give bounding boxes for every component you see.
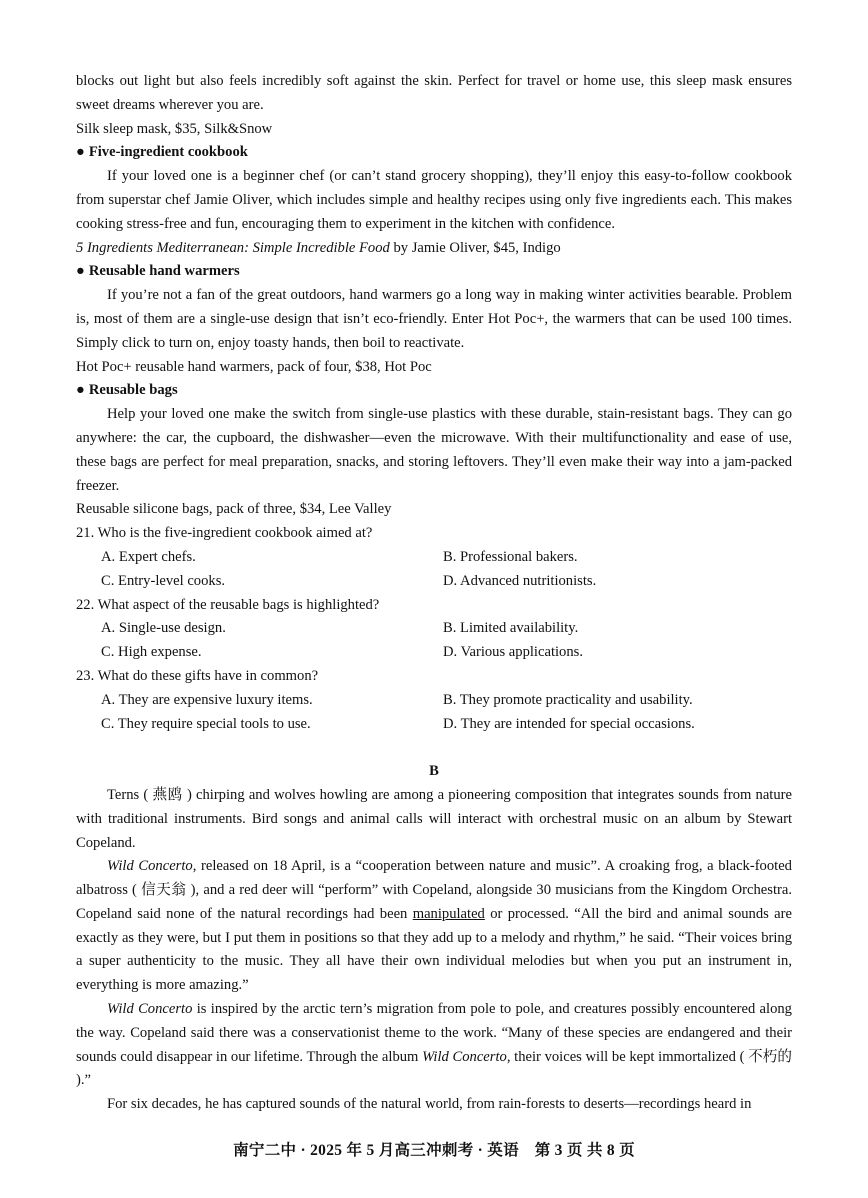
gift-body-hand-warmers: If you’re not a fan of the great outdoors, hand warmers go a long way in making winter activities bearable. Problem is, most of them are a single-use design that isn’t eco-friendly. Enter Hot Poc+, the warmers that can be used 100 times. Simply click to turn on, enjoy toasty hands, then boil to reactivate. xyxy=(76,287,792,351)
gift-body-cookbook: If your loved one is a beginner chef (or can’t stand grocery shopping), they’ll enjoy this easy-to-follow cookbook from superstar chef Jamie Oliver, which includes simple and healthy recipes using only five ingredients each. This makes cooking stress-free and fun, encouraging them to experiment in the kitchen with confidence. xyxy=(76,168,792,232)
gift-heading-cookbook: ● Five-ingredient cookbook xyxy=(76,144,248,161)
passage-b-paragraph-1: Terns ( 燕鸥 ) chirping and wolves howling are among a pioneering composition that integrates sounds from nature with traditional instruments. Bird songs and animal calls will interact with orchestral music on an album by Stewart Copeland. xyxy=(76,786,792,851)
gift-heading-hand-warmers: ● Reusable hand warmers xyxy=(76,263,240,280)
passage-b-paragraph-4: For six decades, he has captured sounds of the natural world, from rain-forests to deserts—recordings heard in xyxy=(107,1096,752,1113)
answer-option[interactable]: A. Single-use design. xyxy=(101,620,226,637)
album-title: Wild Concerto xyxy=(422,1048,507,1065)
gift-body-bags: Help your loved one make the switch from single-use plastics with these durable, stain-resistant bags. They can go anywhere: the car, the cupboard, the dishwasher—even the microwave. With their multifunctionality and ease of use, these bags are perfect for meal preparation, snacks, and storing leftovers. They’ll even make their way into a jam-packed freezer. xyxy=(76,406,792,494)
sleep-mask-product: Silk sleep mask, $35, Silk&Snow xyxy=(76,120,273,137)
passage-b-paragraph-3: Wild Concerto is inspired by the arctic tern’s migration from pole to pole, and creatures possibly encountered along the way. Copeland said there was a conservationist theme to the work. “Many of these species are endangered and their sounds could disappear in our lifetime. Through the album Wild Concerto, their voices will be kept immortalized ( 不朽的 ).” xyxy=(76,1001,792,1089)
bullet-icon: ● xyxy=(76,144,85,161)
answer-option[interactable]: B. Professional bakers. xyxy=(443,548,578,565)
album-title: Wild Concerto xyxy=(107,858,193,875)
bullet-icon: ● xyxy=(76,382,85,399)
question-stem: 22. What aspect of the reusable bags is highlighted? xyxy=(76,596,380,613)
answer-option[interactable]: B. They promote practicality and usability. xyxy=(443,691,693,708)
exam-page xyxy=(76,70,792,1117)
section-heading-b: B xyxy=(429,763,439,780)
answer-option[interactable]: D. They are intended for special occasions. xyxy=(443,715,695,732)
sleep-mask-description: blocks out light but also feels incredibly soft against the skin. Perfect for travel or home use, this sleep mask ensures sweet dreams wherever you are. xyxy=(76,73,792,113)
answer-option[interactable]: A. They are expensive luxury items. xyxy=(101,691,313,708)
underlined-word: manipulated xyxy=(412,905,485,922)
question-stem: 21. Who is the five-ingredient cookbook aimed at? xyxy=(76,525,373,542)
gift-product-bags: Reusable silicone bags, pack of three, $34, Lee Valley xyxy=(76,501,392,518)
answer-option[interactable]: D. Advanced nutritionists. xyxy=(443,572,597,589)
answer-option[interactable]: C. They require special tools to use. xyxy=(101,715,311,732)
answer-option[interactable]: D. Various applications. xyxy=(443,644,583,661)
passage-b-paragraph-2: Wild Concerto, released on 18 April, is a “cooperation between nature and music”. A croaking frog, a black-footed albatross ( 信天翁 ), and a red deer will “perform” with Copeland, alongside 30 musicians from the Kingdom Orchestra. Copeland said none of the natural recordings had been manipulated or processed. “All the bird and animal sounds are exactly as they were, but I put them in positions so that they add up to a melody and rhythm,” he said. “Their voices bring a super authenticity to the music. They all have their own individual melodies but when you put an instrument in, everything is more amazing.” xyxy=(76,858,792,994)
gift-product-cookbook: 5 Ingredients Mediterranean: Simple Incredible Food by Jamie Oliver, $45, Indigo xyxy=(76,239,561,256)
question-stem: 23. What do these gifts have in common? xyxy=(76,667,319,684)
gift-heading-bags: ● Reusable bags xyxy=(76,382,178,399)
bullet-icon: ● xyxy=(76,263,85,280)
answer-option[interactable]: B. Limited availability. xyxy=(443,620,579,637)
album-title: Wild Concerto xyxy=(107,1001,193,1018)
question-23 xyxy=(76,665,792,736)
gift-product-hand-warmers: Hot Poc+ reusable hand warmers, pack of four, $38, Hot Poc xyxy=(76,358,432,375)
question-22 xyxy=(76,594,792,665)
answer-option[interactable]: A. Expert chefs. xyxy=(101,548,196,565)
page-footer: 南宁二中 · 2025 年 5 月高三冲刺考 · 英语 第 3 页 共 8 页 xyxy=(233,1142,635,1159)
cookbook-title: 5 Ingredients Mediterranean: Simple Incredible Food xyxy=(76,239,390,256)
question-21 xyxy=(76,522,792,593)
answer-option[interactable]: C. High expense. xyxy=(101,644,202,661)
answer-option[interactable]: C. Entry-level cooks. xyxy=(101,572,226,589)
